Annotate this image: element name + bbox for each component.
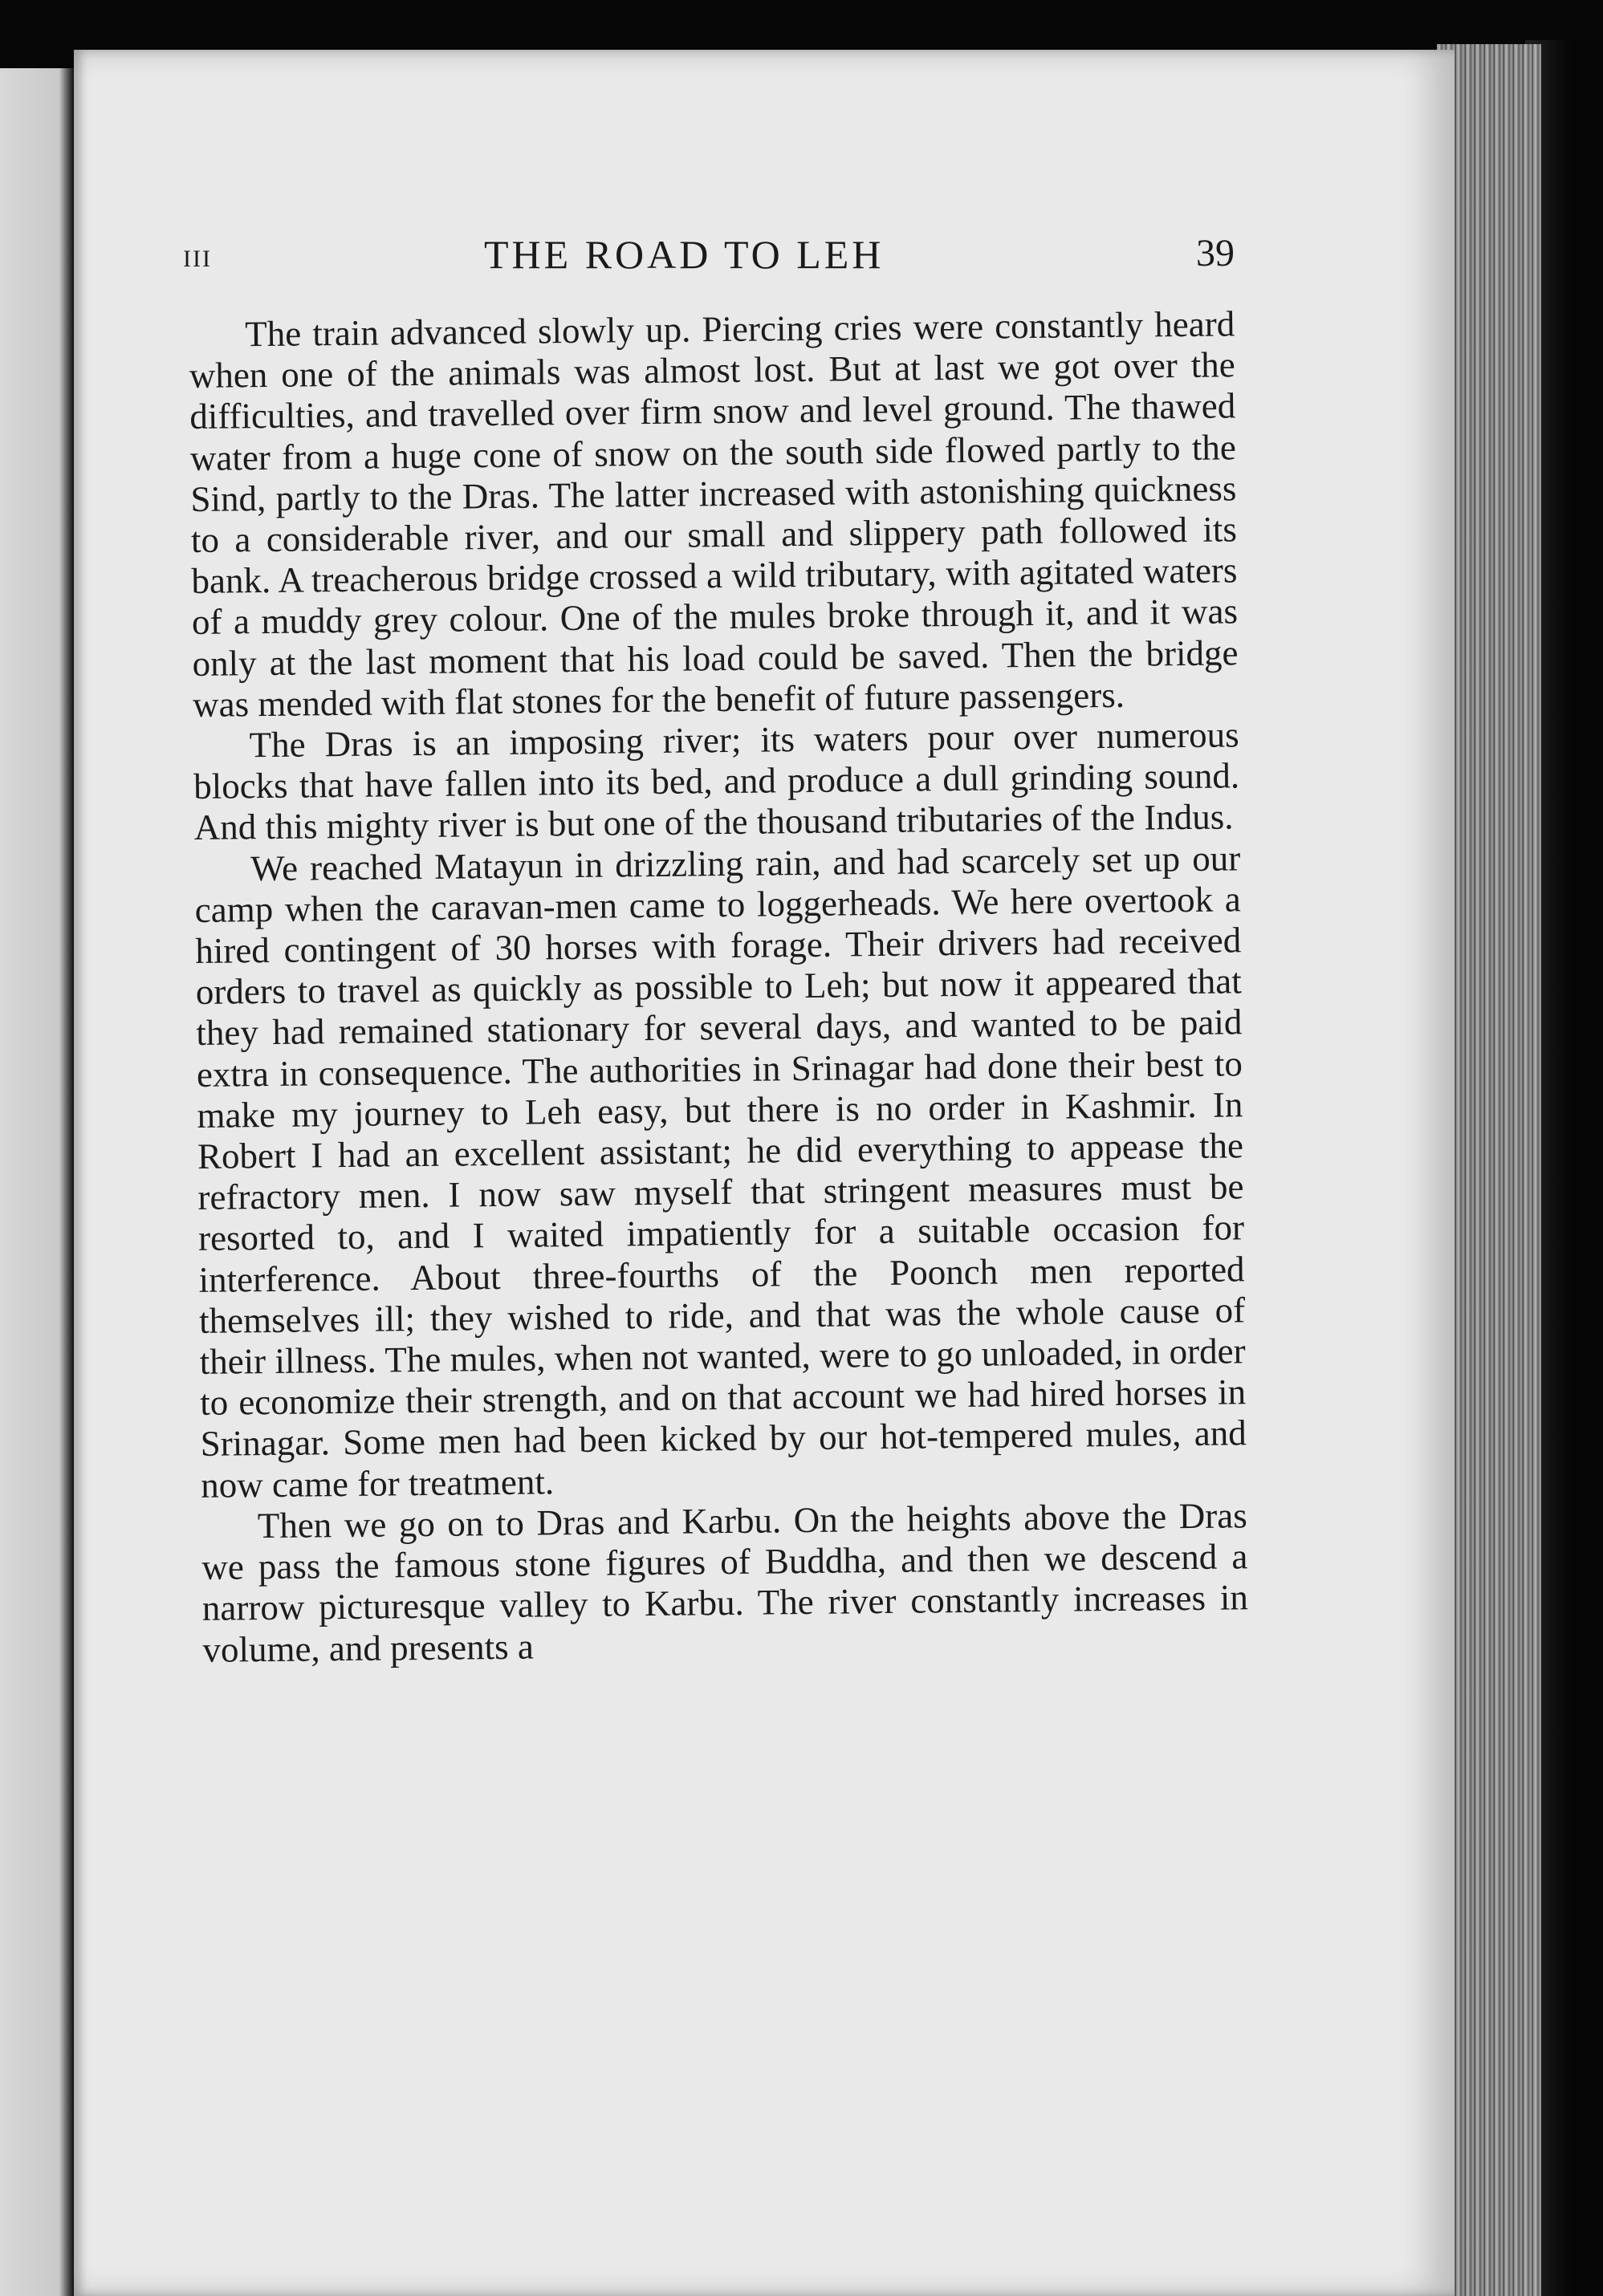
paragraph: The train advanced slowly up. Piercing cries were constantly heard when one of the animals was almost lost. But at last we got over the difficulties, and travelled over firm snow and level ground. The thawed water from a huge cone of snow on the south side flowed partly to the Sind, partly to the Dras. The latter increased with astonishing quickness to a considerable river, and our small and slippery path followed its bank. A treacherous bridge crossed a wild tributary, with agitated waters of a muddy grey colour. One of the mules broke through it, and it was only at the last moment that his load could be saved. Then the bridge was mended with flat stones for the benefit of future passengers. [189,303,1239,725]
paragraph: Then we go on to Dras and Karbu. On the heights above the Dras we pass the famous stone figures of Buddha, and then we descend a narrow picturesque valley to Karbu. The river constantly increases in volume, and presents a [201,1495,1249,1670]
body-text [189,303,1249,1670]
chapter-number: III [183,246,212,272]
paragraph: We reached Matayun in drizzling rain, and had scarcely set up our camp when the caravan-men came to loggerheads. We here overtook a hired contingent of 30 horses with forage. Their drivers had received orders to travel as quickly as possible to Leh; but now it appeared that they had remained stationary for several days, and wanted to be paid extra in consequence. The authorities in Srinagar had done their best to make my journey to Leh easy, but there is no order in Kashmir. In Robert I had an excellent assistant; he did everything to appease the refractory men. I now saw myself that stringent measures must be resorted to, and I waited impatiently for a suitable occasion for interference. About three-fourths of the Poonch men reported themselves ill; they wished to ride, and that was the whole cause of their illness. The mules, when not wanted, were to go unloaded, in order to economize their strength, and on that account we had hired horses in Srinagar. Some men had been kicked by our hot-tempered mules, and now came for treatment. [194,837,1247,1506]
previous-page-edge [0,68,74,2296]
paragraph: The Dras is an imposing river; its waters pour over numerous blocks that have fallen into its bed, and produce a dull grinding sound. And this mighty river is but one of the thousand tributaries of the Indus. [193,714,1240,848]
page-number: 39 [1196,232,1235,274]
running-title: THE ROAD TO LEH [484,232,885,277]
page-header [183,231,1235,279]
